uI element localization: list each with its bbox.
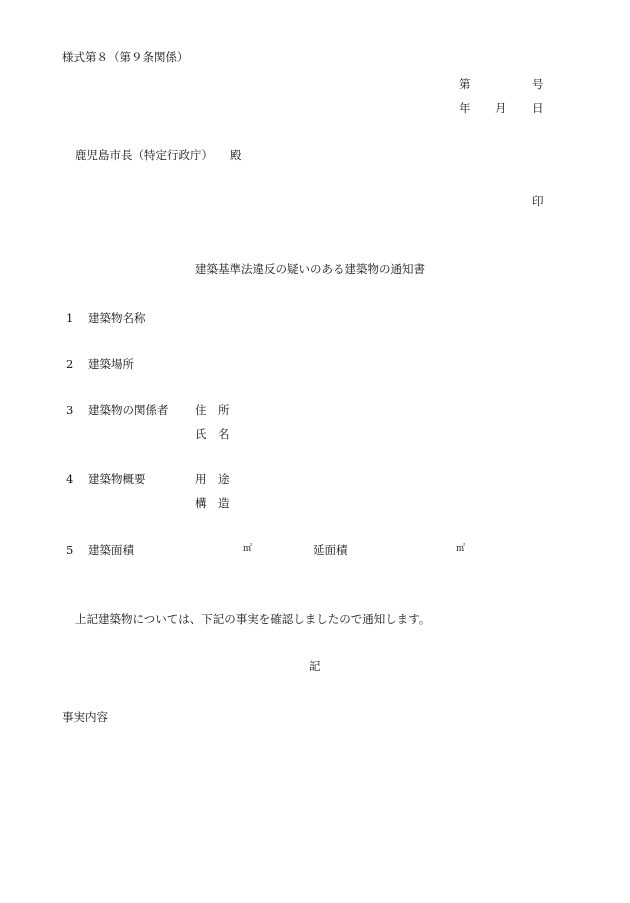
form-label: 様式第８（第９条関係） [62, 50, 189, 64]
item2-label: 建築場所 [88, 357, 134, 371]
ki-heading: 記 [309, 659, 321, 673]
document-title: 建築基準法違反の疑いのある建築物の通知書 [195, 262, 425, 276]
item1-label: 建築物名称 [88, 311, 146, 325]
seal-mark: 印 [532, 194, 544, 208]
item5-number: 5 [66, 543, 74, 557]
item1-number: 1 [66, 311, 74, 325]
notification-statement: 上記建築物については、下記の事実を確認しましたので通知します。 [75, 612, 431, 626]
number-suffix: 号 [532, 77, 544, 91]
date-day: 日 [532, 101, 544, 115]
item5-label: 建築面積 [88, 543, 134, 557]
item3-number: 3 [66, 403, 74, 417]
honorific: 殿 [230, 148, 242, 162]
item5-floor-area-label: 延面積 [313, 543, 348, 557]
date-month: 月 [495, 101, 507, 115]
number-prefix: 第 [459, 77, 471, 91]
item3-label: 建築物の関係者 [88, 403, 169, 417]
item4-number: 4 [66, 472, 74, 486]
item2-number: 2 [66, 357, 74, 371]
item4-use-label: 用 途 [195, 472, 230, 486]
floor-area-unit: ㎡ [456, 544, 466, 554]
item4-structure-label: 構 造 [195, 496, 230, 510]
item3-address-label: 住 所 [195, 403, 230, 417]
date-year: 年 [459, 101, 471, 115]
building-area-unit: ㎡ [243, 544, 253, 554]
addressee: 鹿児島市長（特定行政庁） [75, 148, 213, 162]
item4-label: 建築物概要 [88, 472, 146, 486]
item3-name-label: 氏 名 [195, 427, 230, 441]
facts-label: 事実内容 [62, 710, 108, 724]
